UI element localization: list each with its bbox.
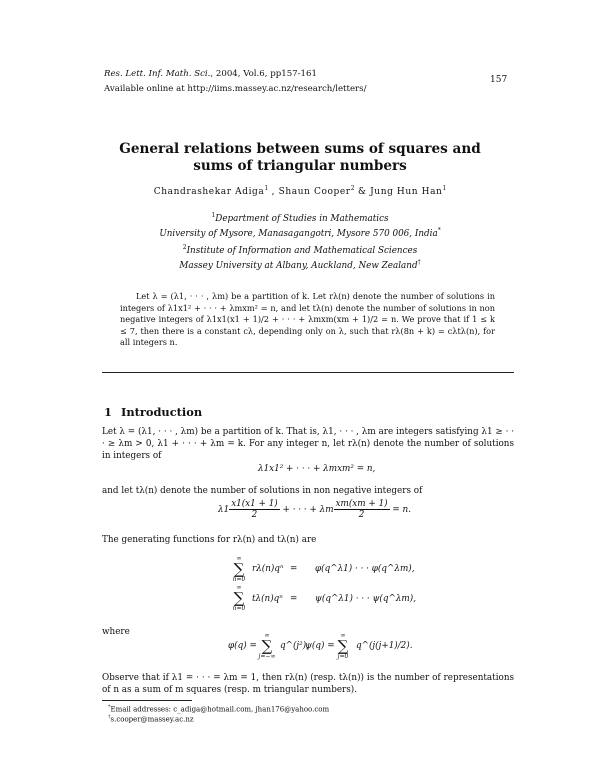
gf2-rhs: ψ(q^λ1) · · · ψ(q^λm), — [315, 594, 416, 604]
fraction-denominator: 2 — [358, 510, 365, 520]
journal-abbrev: Res. Lett. Inf. Math. Sci. — [104, 69, 211, 79]
equation-1: λ1x1² + · · · + λmxm² = n, — [258, 464, 376, 474]
equals-sign: = — [290, 564, 298, 574]
eq2-mid: + · · · + λm — [279, 505, 334, 515]
page-number: 157 — [490, 75, 508, 85]
author-cooper: Shaun Cooper — [278, 187, 351, 197]
affiliation-1 — [0, 210, 600, 240]
footnote-mark: * — [437, 226, 441, 234]
section-number: 1 — [104, 405, 112, 419]
equals-sign: = — [290, 594, 298, 604]
journal-citation — [104, 69, 317, 79]
sum-upper-limit: ∞ — [236, 584, 242, 591]
availability-line: Available online at http://iims.massey.ac.nz/research/letters/ — [104, 84, 367, 94]
sigma-symbol: ∑ — [233, 560, 245, 578]
sum-lower-limit: j=0 — [337, 653, 349, 660]
footnote-mark: † — [108, 714, 111, 720]
affiliation-univ: Massey University at Albany, Auckland, New Zealand — [179, 260, 418, 271]
author-list — [0, 185, 600, 197]
fraction-numerator: xm(xm + 1) — [335, 499, 388, 509]
phi-summation — [256, 632, 278, 660]
fraction-denominator: 2 — [251, 510, 258, 520]
abstract: Let λ = (λ1, · · · , λm) be a partition of k. Let rλ(n) denote the number of solutions in integers of λ1x1² + · · · + λmxm² = n, and let tλ(n) denote the number of solutions in non negative integers of λ1x1(x1 + 1)/2 + · · · + λmxm(xm + 1)/2 = n. We prove that if 1 ≤ k ≤ 7, then there is a constant cλ, depending only on λ, such that rλ(8n + k) = cλtλ(n), for all integers n. — [120, 291, 495, 348]
equation-2 — [218, 499, 411, 520]
footnote-mark: * — [108, 704, 111, 710]
sigma-symbol: ∑ — [233, 589, 245, 607]
author-adiga: Chandrashekar Adiga — [153, 187, 265, 197]
sum-lower-limit: n=0 — [232, 576, 246, 583]
paragraph-3: The generating functions for rλ(n) and tλ(n) are — [102, 535, 317, 545]
footnote-text: s.cooper@massey.ac.nz — [110, 715, 194, 724]
summation-2 — [229, 584, 249, 612]
phi-term: q^(j²), — [280, 641, 309, 651]
eq2-lead: λ1 — [218, 505, 230, 515]
fraction-numerator: x1(x1 + 1) — [231, 499, 278, 509]
footnote-rule — [102, 700, 192, 701]
sigma-symbol: ∑ — [261, 637, 273, 655]
footnote-mark: † — [417, 258, 421, 266]
section-title: Introduction — [121, 405, 203, 419]
author-han: Jung Hun Han — [370, 187, 443, 197]
paragraph-2: and let tλ(n) denote the number of solutions in non negative integers of — [102, 486, 423, 496]
title-line-2: sums of triangular numbers — [193, 158, 407, 174]
paragraph-4: Observe that if λ1 = · · · = λm = 1, then rλ(n) (resp. tλ(n)) is the number of representations of n as a sum of m squares (resp. m triangular numbers). — [102, 673, 514, 696]
sum-upper-limit: ∞ — [340, 632, 346, 639]
gf1-rhs: φ(q^λ1) · · · φ(q^λm), — [315, 564, 415, 574]
eq2-tail: = n. — [389, 505, 412, 515]
affiliation-mark: 2 — [182, 244, 187, 251]
author-mark: 1 — [264, 185, 269, 192]
sum-upper-limit: ∞ — [264, 632, 270, 639]
author-separator: & — [354, 187, 371, 197]
affiliation-dept: Institute of Information and Mathematical Sciences — [186, 245, 418, 256]
paper-title — [0, 141, 600, 175]
footnote-2 — [108, 713, 194, 724]
psi-summation — [333, 632, 353, 660]
paragraph-1: Let λ = (λ1, · · · , λm) be a partition of k. That is, λ1, · · · , λm are integers satisfying λ1 ≥ · · · ≥ λm > 0, λ1 + · · · + λm = k. For any integer n, let rλ(n) denote the number of solutions in integers of — [102, 427, 514, 462]
psi-term: q^(j(j+1)/2). — [356, 641, 413, 651]
author-mark: 2 — [350, 185, 355, 192]
sum-lower-limit: n=0 — [232, 605, 246, 612]
fraction — [229, 499, 280, 520]
where-label: where — [102, 627, 130, 637]
affiliation-dept: Department of Studies in Mathematics — [215, 213, 389, 224]
sum-upper-limit: ∞ — [236, 555, 242, 562]
summation-1 — [229, 555, 249, 583]
phi-lhs: φ(q) = — [228, 641, 257, 651]
psi-lhs: ψ(q) = — [305, 641, 335, 651]
affiliation-mark: 1 — [211, 212, 216, 219]
fraction — [334, 499, 390, 520]
journal-volume: , 2004, Vol.6, pp157-161 — [210, 69, 317, 79]
gf1-term: rλ(n)qⁿ — [252, 564, 284, 574]
affiliation-2 — [0, 242, 600, 272]
horizontal-rule — [102, 372, 514, 373]
affiliation-univ: University of Mysore, Manasagangotri, Mysore 570 006, India — [159, 228, 438, 239]
footnote-text: Email addresses: c_adiga@hotmail.com, jhan176@yahoo.com — [110, 705, 330, 714]
title-line-1: General relations between sums of squares and — [119, 141, 481, 157]
author-separator: , — [268, 187, 279, 197]
gf2-term: tλ(n)qⁿ — [252, 594, 283, 604]
author-mark: 1 — [442, 185, 447, 192]
sigma-symbol: ∑ — [337, 637, 349, 655]
sum-lower-limit: j=−∞ — [258, 653, 276, 660]
